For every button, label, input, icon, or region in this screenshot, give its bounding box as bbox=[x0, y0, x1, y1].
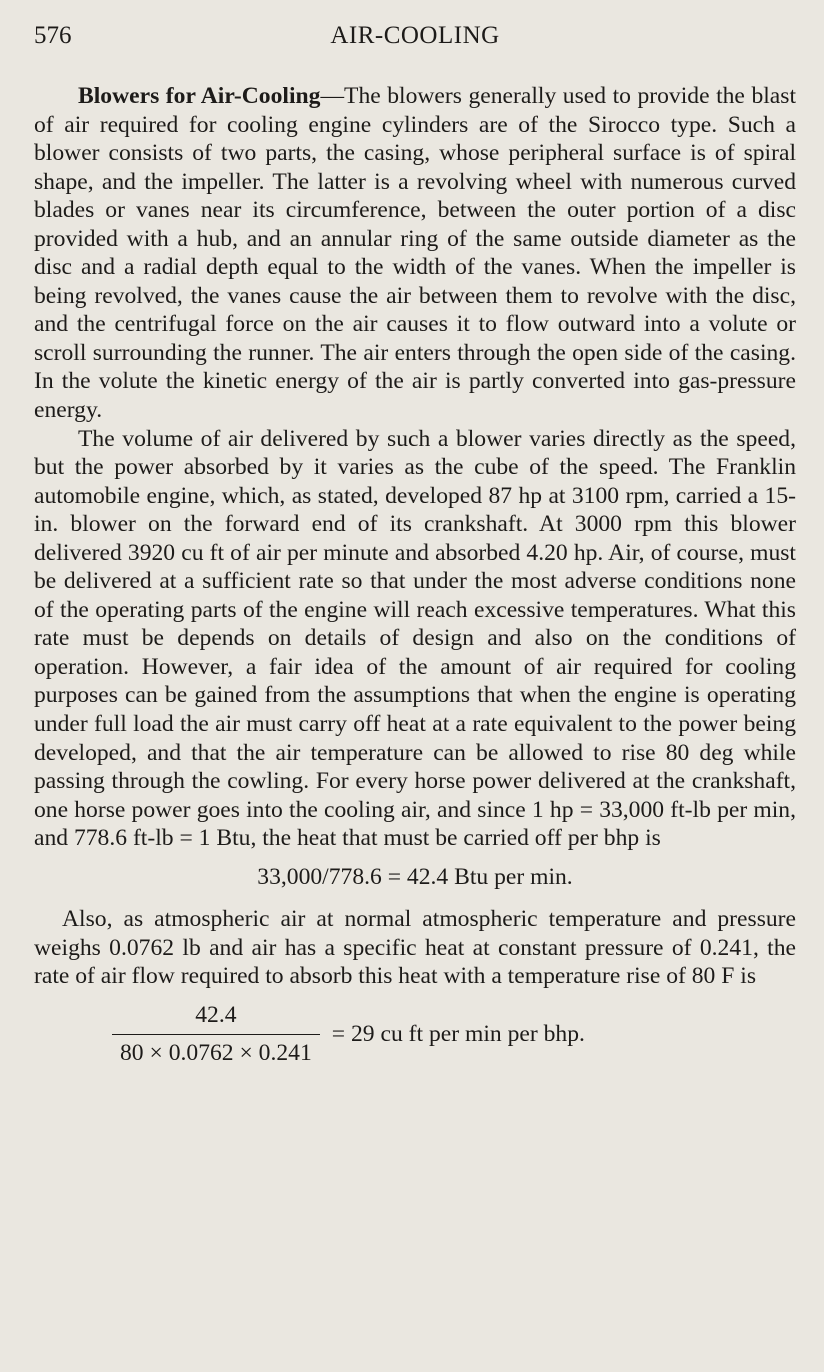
fraction-result: = 29 cu ft per min per bhp. bbox=[331, 1020, 585, 1047]
running-title: AIR-COOLING bbox=[330, 22, 500, 49]
section-heading: Blowers for Air-Cooling bbox=[78, 83, 321, 109]
paragraph-blowers bbox=[34, 82, 796, 425]
paragraph-blowers-text: —The blowers generally used to provide the blast of air required for cooling engine cylinders are of the Sirocco type. Such a blower consists of two parts, the casing, whose peripheral surface is of spiral shape, and the impeller. The latter is a revolving wheel with numerous curved blades or vanes near its circumference, between the outer portion of a disc provided with a hub, and an annular ring of the same outside diameter as the disc and a radial depth equal to the width of the vanes. When the impeller is being revolved, the vanes cause the air between them to revolve with the disc, and the centrifugal force on the air causes it to flow outward into a volute or scroll surrounding the runner. The air enters through the open side of the casing. In the volute the kinetic energy of the air is partly converted into gas-pressure energy. bbox=[34, 83, 797, 424]
formula-heat-per-bhp: 33,000/778.6 = 42.4 Btu per min. bbox=[257, 863, 573, 890]
paragraph-air-flow: Also, as atmospheric air at normal atmospheric temperature and pressure weighs 0.0762 lb and air has a specific heat at constant pressure of 0.241, the rate of air flow required to absorb this heat with a temperature rise of 80 F is bbox=[34, 906, 796, 990]
formula-air-flow bbox=[112, 1001, 796, 1067]
fraction bbox=[112, 1001, 320, 1067]
fraction-numerator: 42.4 bbox=[195, 1001, 237, 1028]
fraction-denominator: 80 × 0.0762 × 0.241 bbox=[120, 1039, 312, 1066]
page-header bbox=[34, 18, 796, 54]
page-number: 576 bbox=[34, 22, 72, 49]
paragraph-volume: The volume of air delivered by such a blower varies directly as the speed, but the power absorbed by it varies as the cube of the speed. The Franklin automobile engine, which, as stated, developed 87 hp at 3100 rpm, carried a 15-in. blower on the forward end of its crankshaft. At 3000 rpm this blower delivered 3920 cu ft of air per minute and absorbed 4.20 hp. Air, of course, must be delivered at a sufficient rate so that under the most adverse conditions none of the operating parts of the engine will reach excessive temperatures. What this rate must be depends on details of design and also on the conditions of operation. However, a fair idea of the amount of air required for cooling purposes can be gained from the assumptions that when the engine is operating under full load the air must carry off heat at a rate equivalent to the power being developed, and that the air temperature can be allowed to rise 80 deg while passing through the cowling. For every horse power delivered at the crankshaft, one horse power goes into the cooling air, and since 1 hp = 33,000 ft-lb per min, and 778.6 ft-lb = 1 Btu, the heat that must be carried off per bhp is bbox=[34, 425, 796, 852]
body-text bbox=[34, 82, 796, 1067]
